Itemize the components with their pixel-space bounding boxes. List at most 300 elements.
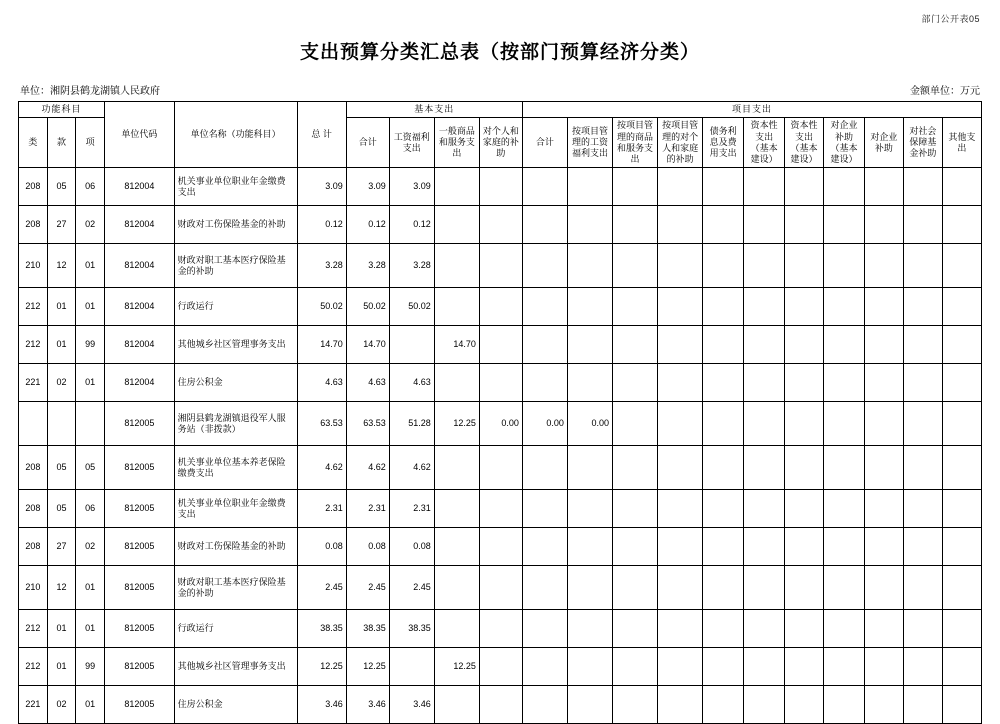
subtitle-row: [18, 82, 982, 97]
cell-total: 4.62: [297, 446, 346, 490]
header-proj-personal-family: 按项目管理的对个人和家庭的补助: [658, 118, 703, 168]
cell-proj-goods-services: [613, 528, 658, 566]
header-proj-salary-welfare: 按项目管理的工资福利支出: [567, 118, 612, 168]
cell-proj-debt-interest: [703, 566, 744, 610]
unit-label: 单位：湘阴县鹤龙湖镇人民政府: [20, 86, 160, 97]
cell-basic-goods-services: [434, 566, 479, 610]
cell-kuan: 02: [47, 686, 76, 724]
cell-basic-personal-family: [479, 610, 522, 648]
header-proj-enterprise-basic: 对企业补助（基本建设）: [824, 118, 865, 168]
cell-proj-salary-welfare: 0.00: [567, 402, 612, 446]
header-kuan: 款: [47, 118, 76, 168]
cell-proj-social-fund: [903, 610, 942, 648]
cell-proj-capital-basic: [744, 168, 785, 206]
cell-basic-total: 2.31: [346, 490, 389, 528]
header-basic-total: 合计: [346, 118, 389, 168]
cell-lei: 212: [19, 648, 48, 686]
cell-proj-enterprise-basic: [824, 244, 865, 288]
cell-kuan: 12: [47, 566, 76, 610]
header-proj-total: 合计: [522, 118, 567, 168]
cell-proj-enterprise-basic: [824, 566, 865, 610]
cell-basic-goods-services: [434, 288, 479, 326]
cell-proj-debt-interest: [703, 364, 744, 402]
cell-lei: 208: [19, 446, 48, 490]
cell-lei: 210: [19, 244, 48, 288]
cell-total: 14.70: [297, 326, 346, 364]
cell-proj-capital-basic: [744, 364, 785, 402]
cell-proj-enterprise-basic: [824, 206, 865, 244]
cell-proj-debt-interest: [703, 288, 744, 326]
cell-basic-personal-family: [479, 168, 522, 206]
cell-proj-capital: [785, 566, 824, 610]
cell-proj-other: [942, 326, 981, 364]
cell-unit-name: 财政对职工基本医疗保险基金的补助: [174, 244, 297, 288]
cell-basic-salary-welfare: 0.08: [389, 528, 434, 566]
cell-lei: 208: [19, 168, 48, 206]
cell-proj-goods-services: [613, 566, 658, 610]
cell-xiang: 01: [76, 364, 105, 402]
cell-basic-goods-services: [434, 206, 479, 244]
table-row: [19, 686, 982, 724]
cell-total: 2.45: [297, 566, 346, 610]
cell-proj-capital-basic: [744, 326, 785, 364]
cell-proj-goods-services: [613, 610, 658, 648]
cell-basic-total: 14.70: [346, 326, 389, 364]
cell-proj-other: [942, 206, 981, 244]
cell-basic-salary-welfare: 51.28: [389, 402, 434, 446]
cell-lei: [19, 402, 48, 446]
cell-unit-name: 机关事业单位基本养老保险缴费支出: [174, 446, 297, 490]
cell-proj-goods-services: [613, 244, 658, 288]
cell-total: 38.35: [297, 610, 346, 648]
cell-proj-total: [522, 686, 567, 724]
cell-basic-goods-services: 12.25: [434, 648, 479, 686]
cell-lei: 221: [19, 364, 48, 402]
cell-basic-total: 3.28: [346, 244, 389, 288]
cell-total: 0.08: [297, 528, 346, 566]
cell-proj-capital-basic: [744, 490, 785, 528]
cell-unit-name: 行政运行: [174, 610, 297, 648]
cell-proj-goods-services: [613, 402, 658, 446]
cell-proj-personal-family: [658, 566, 703, 610]
cell-proj-total: [522, 206, 567, 244]
cell-kuan: 01: [47, 288, 76, 326]
cell-proj-enterprise: [864, 206, 903, 244]
cell-proj-enterprise: [864, 326, 903, 364]
cell-proj-salary-welfare: [567, 364, 612, 402]
cell-proj-enterprise: [864, 648, 903, 686]
table-row: [19, 446, 982, 490]
cell-proj-total: [522, 326, 567, 364]
cell-proj-personal-family: [658, 326, 703, 364]
cell-proj-capital: [785, 326, 824, 364]
cell-kuan: 12: [47, 244, 76, 288]
cell-proj-capital-basic: [744, 686, 785, 724]
cell-proj-social-fund: [903, 528, 942, 566]
cell-proj-capital-basic: [744, 566, 785, 610]
cell-basic-personal-family: [479, 288, 522, 326]
cell-proj-goods-services: [613, 326, 658, 364]
cell-proj-other: [942, 364, 981, 402]
cell-unit-name: 机关事业单位职业年金缴费支出: [174, 490, 297, 528]
table-row: [19, 206, 982, 244]
cell-unit-code: 812005: [105, 648, 175, 686]
header-function-subject: 功能科目: [19, 102, 105, 118]
cell-proj-personal-family: [658, 446, 703, 490]
cell-unit-name: 住房公积金: [174, 686, 297, 724]
cell-proj-personal-family: [658, 402, 703, 446]
cell-basic-personal-family: 0.00: [479, 402, 522, 446]
cell-xiang: 01: [76, 288, 105, 326]
cell-xiang: 06: [76, 490, 105, 528]
cell-unit-code: 812004: [105, 288, 175, 326]
cell-proj-personal-family: [658, 244, 703, 288]
cell-kuan: 05: [47, 446, 76, 490]
cell-proj-other: [942, 566, 981, 610]
cell-xiang: 99: [76, 326, 105, 364]
cell-total: 2.31: [297, 490, 346, 528]
cell-proj-capital: [785, 288, 824, 326]
cell-proj-personal-family: [658, 288, 703, 326]
cell-lei: 208: [19, 490, 48, 528]
cell-xiang: 05: [76, 446, 105, 490]
header-proj-capital-basic: 资本性支出（基本建设）: [744, 118, 785, 168]
cell-basic-salary-welfare: 50.02: [389, 288, 434, 326]
cell-unit-code: 812004: [105, 326, 175, 364]
cell-proj-personal-family: [658, 686, 703, 724]
cell-basic-total: 38.35: [346, 610, 389, 648]
cell-basic-salary-welfare: 3.46: [389, 686, 434, 724]
cell-proj-enterprise: [864, 244, 903, 288]
cell-basic-salary-welfare: 3.09: [389, 168, 434, 206]
header-lei: 类: [19, 118, 48, 168]
cell-proj-enterprise-basic: [824, 490, 865, 528]
cell-basic-total: 0.12: [346, 206, 389, 244]
table-row: [19, 326, 982, 364]
table-row: [19, 528, 982, 566]
cell-proj-other: [942, 168, 981, 206]
cell-basic-salary-welfare: 3.28: [389, 244, 434, 288]
cell-kuan: 01: [47, 610, 76, 648]
cell-proj-other: [942, 446, 981, 490]
cell-basic-total: 50.02: [346, 288, 389, 326]
cell-proj-goods-services: [613, 446, 658, 490]
cell-unit-code: 812004: [105, 244, 175, 288]
amount-unit-label: 金额单位：万元: [910, 86, 980, 97]
cell-proj-capital: [785, 402, 824, 446]
cell-unit-code: 812005: [105, 446, 175, 490]
header-proj-capital: 资本性支出（基本建设）: [785, 118, 824, 168]
cell-basic-goods-services: [434, 244, 479, 288]
cell-proj-capital: [785, 610, 824, 648]
cell-proj-capital: [785, 528, 824, 566]
cell-unit-code: 812005: [105, 402, 175, 446]
cell-basic-personal-family: [479, 206, 522, 244]
header-unit-code: 单位代码: [105, 102, 175, 168]
header-total: 总 计: [297, 102, 346, 168]
cell-proj-debt-interest: [703, 610, 744, 648]
cell-basic-salary-welfare: 2.45: [389, 566, 434, 610]
cell-total: 3.09: [297, 168, 346, 206]
cell-proj-debt-interest: [703, 206, 744, 244]
cell-proj-enterprise-basic: [824, 364, 865, 402]
cell-proj-enterprise: [864, 610, 903, 648]
cell-proj-capital-basic: [744, 446, 785, 490]
cell-proj-total: 0.00: [522, 402, 567, 446]
cell-proj-debt-interest: [703, 446, 744, 490]
table-row: [19, 490, 982, 528]
cell-lei: 212: [19, 326, 48, 364]
cell-kuan: 05: [47, 490, 76, 528]
cell-proj-enterprise: [864, 402, 903, 446]
cell-basic-personal-family: [479, 326, 522, 364]
cell-proj-other: [942, 610, 981, 648]
cell-proj-enterprise-basic: [824, 288, 865, 326]
cell-total: 4.63: [297, 364, 346, 402]
cell-proj-debt-interest: [703, 528, 744, 566]
cell-proj-social-fund: [903, 288, 942, 326]
table-row: [19, 364, 982, 402]
cell-unit-name: 其他城乡社区管理事务支出: [174, 648, 297, 686]
cell-proj-other: [942, 244, 981, 288]
cell-basic-total: 12.25: [346, 648, 389, 686]
cell-kuan: 01: [47, 326, 76, 364]
cell-proj-enterprise-basic: [824, 402, 865, 446]
cell-kuan: [47, 402, 76, 446]
cell-unit-name: 湘阴县鹤龙湖镇退役军人服务站（非拨款）: [174, 402, 297, 446]
cell-proj-social-fund: [903, 244, 942, 288]
cell-proj-personal-family: [658, 648, 703, 686]
cell-basic-goods-services: [434, 364, 479, 402]
header-proj-other: 其他支出: [942, 118, 981, 168]
cell-basic-total: 0.08: [346, 528, 389, 566]
table-body: [19, 168, 982, 724]
table-head: [19, 102, 982, 168]
header-project-expenditure: 项目支出: [522, 102, 981, 118]
cell-unit-code: 812005: [105, 686, 175, 724]
header-basic-goods-services: 一般商品和服务支出: [434, 118, 479, 168]
cell-proj-capital: [785, 364, 824, 402]
cell-unit-name: 机关事业单位职业年金缴费支出: [174, 168, 297, 206]
cell-unit-name: 其他城乡社区管理事务支出: [174, 326, 297, 364]
cell-proj-debt-interest: [703, 244, 744, 288]
cell-basic-goods-services: 14.70: [434, 326, 479, 364]
cell-kuan: 27: [47, 528, 76, 566]
cell-proj-enterprise: [864, 288, 903, 326]
header-row-1: [19, 102, 982, 118]
cell-basic-personal-family: [479, 686, 522, 724]
cell-kuan: 27: [47, 206, 76, 244]
cell-basic-goods-services: [434, 528, 479, 566]
cell-proj-personal-family: [658, 206, 703, 244]
cell-lei: 208: [19, 206, 48, 244]
cell-total: 12.25: [297, 648, 346, 686]
cell-total: 0.12: [297, 206, 346, 244]
header-proj-debt-interest: 债务利息及费用支出: [703, 118, 744, 168]
cell-proj-enterprise-basic: [824, 446, 865, 490]
cell-xiang: 06: [76, 168, 105, 206]
cell-xiang: [76, 402, 105, 446]
cell-lei: 221: [19, 686, 48, 724]
cell-proj-salary-welfare: [567, 326, 612, 364]
cell-total: 3.46: [297, 686, 346, 724]
cell-kuan: 02: [47, 364, 76, 402]
cell-kuan: 01: [47, 648, 76, 686]
cell-unit-code: 812004: [105, 168, 175, 206]
cell-basic-total: 4.63: [346, 364, 389, 402]
cell-basic-total: 2.45: [346, 566, 389, 610]
cell-proj-salary-welfare: [567, 244, 612, 288]
cell-proj-enterprise-basic: [824, 686, 865, 724]
cell-xiang: 01: [76, 566, 105, 610]
cell-proj-debt-interest: [703, 168, 744, 206]
table-row: [19, 168, 982, 206]
cell-proj-social-fund: [903, 168, 942, 206]
cell-proj-enterprise-basic: [824, 610, 865, 648]
cell-proj-enterprise: [864, 364, 903, 402]
cell-proj-capital-basic: [744, 244, 785, 288]
cell-unit-name: 财政对职工基本医疗保险基金的补助: [174, 566, 297, 610]
cell-proj-personal-family: [658, 528, 703, 566]
cell-proj-social-fund: [903, 566, 942, 610]
cell-proj-other: [942, 686, 981, 724]
cell-proj-salary-welfare: [567, 610, 612, 648]
cell-lei: 210: [19, 566, 48, 610]
cell-proj-salary-welfare: [567, 288, 612, 326]
cell-xiang: 02: [76, 528, 105, 566]
header-basic-salary-welfare: 工资福利支出: [389, 118, 434, 168]
cell-basic-goods-services: [434, 686, 479, 724]
cell-xiang: 99: [76, 648, 105, 686]
cell-unit-code: 812005: [105, 566, 175, 610]
cell-proj-goods-services: [613, 288, 658, 326]
cell-proj-other: [942, 402, 981, 446]
header-unit-name: 单位名称（功能科目）: [174, 102, 297, 168]
cell-proj-enterprise-basic: [824, 326, 865, 364]
cell-proj-social-fund: [903, 326, 942, 364]
table-row: [19, 402, 982, 446]
cell-proj-goods-services: [613, 686, 658, 724]
cell-proj-salary-welfare: [567, 686, 612, 724]
cell-unit-name: 行政运行: [174, 288, 297, 326]
cell-proj-capital-basic: [744, 402, 785, 446]
header-proj-enterprise: 对企业补助: [864, 118, 903, 168]
cell-proj-salary-welfare: [567, 648, 612, 686]
cell-proj-other: [942, 528, 981, 566]
cell-proj-capital-basic: [744, 528, 785, 566]
cell-unit-code: 812005: [105, 528, 175, 566]
cell-xiang: 01: [76, 686, 105, 724]
cell-proj-capital-basic: [744, 648, 785, 686]
cell-proj-goods-services: [613, 648, 658, 686]
header-proj-social-fund: 对社会保障基金补助: [903, 118, 942, 168]
cell-proj-total: [522, 648, 567, 686]
cell-proj-total: [522, 490, 567, 528]
cell-proj-personal-family: [658, 168, 703, 206]
cell-basic-total: 4.62: [346, 446, 389, 490]
cell-basic-salary-welfare: [389, 648, 434, 686]
cell-unit-name: 住房公积金: [174, 364, 297, 402]
cell-proj-capital-basic: [744, 610, 785, 648]
cell-proj-total: [522, 288, 567, 326]
cell-proj-social-fund: [903, 206, 942, 244]
cell-proj-social-fund: [903, 446, 942, 490]
cell-basic-personal-family: [479, 244, 522, 288]
cell-xiang: 01: [76, 244, 105, 288]
cell-basic-goods-services: [434, 610, 479, 648]
cell-proj-total: [522, 566, 567, 610]
cell-basic-total: 63.53: [346, 402, 389, 446]
cell-basic-personal-family: [479, 364, 522, 402]
header-basic-personal-family: 对个人和家庭的补助: [479, 118, 522, 168]
cell-basic-total: 3.46: [346, 686, 389, 724]
cell-proj-total: [522, 528, 567, 566]
cell-proj-capital: [785, 490, 824, 528]
cell-proj-capital: [785, 168, 824, 206]
cell-lei: 208: [19, 528, 48, 566]
cell-proj-other: [942, 648, 981, 686]
cell-basic-goods-services: [434, 168, 479, 206]
cell-proj-capital: [785, 648, 824, 686]
cell-proj-social-fund: [903, 402, 942, 446]
page-title: 支出预算分类汇总表（按部门预算经济分类）: [299, 42, 700, 63]
cell-proj-capital-basic: [744, 288, 785, 326]
cell-proj-enterprise: [864, 686, 903, 724]
table-row: [19, 288, 982, 326]
cell-total: 3.28: [297, 244, 346, 288]
header-xiang: 项: [76, 118, 105, 168]
cell-unit-code: 812005: [105, 490, 175, 528]
cell-basic-salary-welfare: [389, 326, 434, 364]
cell-proj-salary-welfare: [567, 446, 612, 490]
cell-basic-salary-welfare: 0.12: [389, 206, 434, 244]
cell-unit-code: 812004: [105, 206, 175, 244]
cell-basic-goods-services: [434, 446, 479, 490]
cell-proj-personal-family: [658, 364, 703, 402]
cell-basic-salary-welfare: 4.62: [389, 446, 434, 490]
cell-basic-personal-family: [479, 648, 522, 686]
cell-basic-salary-welfare: 38.35: [389, 610, 434, 648]
header-basic-expenditure: 基本支出: [346, 102, 522, 118]
table-row: [19, 648, 982, 686]
cell-proj-enterprise-basic: [824, 528, 865, 566]
cell-proj-other: [942, 490, 981, 528]
table-row: [19, 610, 982, 648]
cell-proj-debt-interest: [703, 490, 744, 528]
cell-proj-social-fund: [903, 364, 942, 402]
cell-proj-capital: [785, 446, 824, 490]
cell-basic-goods-services: [434, 490, 479, 528]
cell-proj-total: [522, 244, 567, 288]
cell-proj-enterprise: [864, 566, 903, 610]
cell-proj-enterprise-basic: [824, 648, 865, 686]
cell-basic-salary-welfare: 2.31: [389, 490, 434, 528]
cell-unit-code: 812005: [105, 610, 175, 648]
cell-proj-capital: [785, 244, 824, 288]
header-proj-goods-services: 按项目管理的商品和服务支出: [613, 118, 658, 168]
cell-basic-personal-family: [479, 566, 522, 610]
cell-proj-debt-interest: [703, 648, 744, 686]
cell-lei: 212: [19, 610, 48, 648]
cell-proj-salary-welfare: [567, 490, 612, 528]
cell-kuan: 05: [47, 168, 76, 206]
form-number: 部门公开表05: [921, 14, 980, 24]
cell-xiang: 01: [76, 610, 105, 648]
cell-proj-capital-basic: [744, 206, 785, 244]
cell-proj-debt-interest: [703, 326, 744, 364]
cell-unit-name: 财政对工伤保险基金的补助: [174, 206, 297, 244]
cell-proj-goods-services: [613, 364, 658, 402]
